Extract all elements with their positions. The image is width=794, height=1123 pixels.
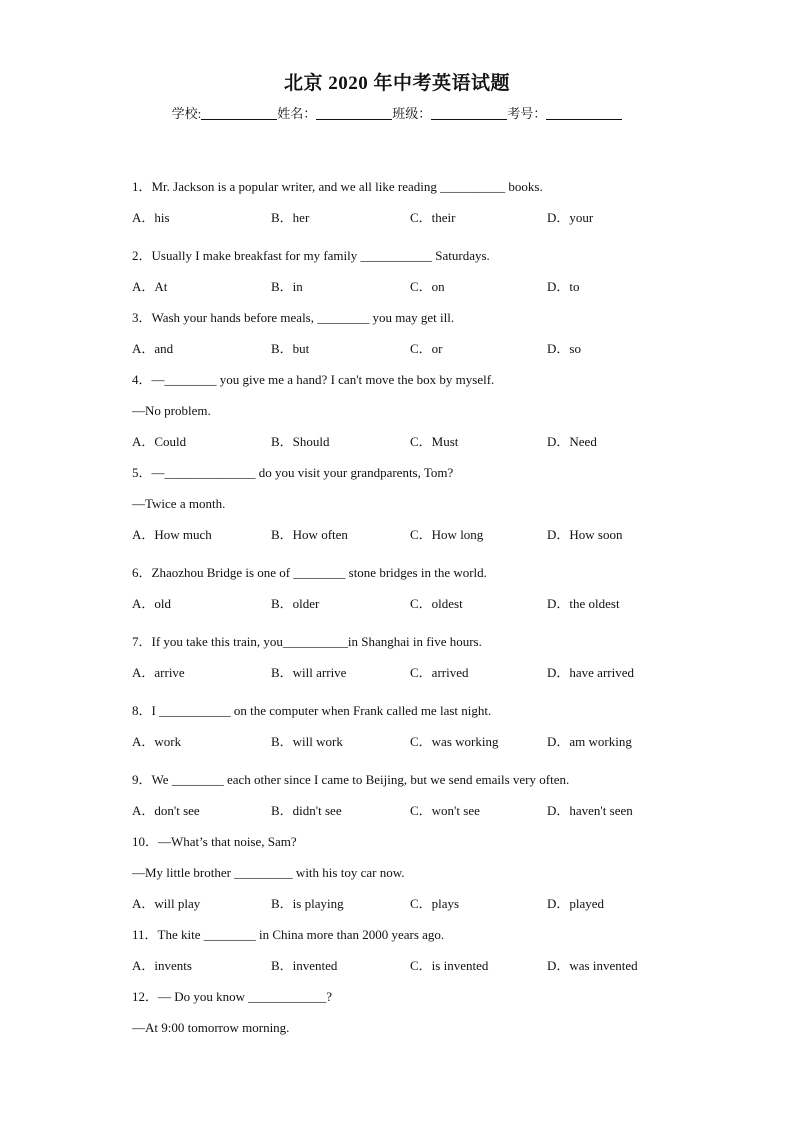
question-4-response: —No problem.: [132, 403, 211, 418]
question-8-option-b: B．will work: [271, 734, 343, 749]
question-7-option-c: C．arrived: [410, 665, 469, 680]
question-4-option-b: B．Should: [271, 434, 330, 449]
question-6-option-a: A．old: [132, 596, 172, 611]
question-2-option-b: B．in: [271, 279, 303, 294]
question-7-option-a: A．arrive: [132, 665, 185, 680]
question-3-option-c: C．or: [410, 341, 443, 356]
question-3-text: 3．Wash your hands before meals, ________ you may get ill.: [132, 310, 455, 325]
name-label: 姓名：: [277, 106, 317, 121]
question-9-option-a: A．don't see: [132, 803, 200, 818]
question-6-option-c: C．oldest: [410, 596, 463, 611]
question-6-text: 6．Zhaozhou Bridge is one of ________ stone bridges in the world.: [132, 565, 487, 580]
question-11-text: 11．The kite ________ in China more than 2000 years ago.: [132, 927, 445, 942]
question-3-option-d: D．so: [547, 341, 581, 356]
question-6-option-d: D．the oldest: [547, 596, 620, 611]
question-7-option-b: B．will arrive: [271, 665, 347, 680]
school-blank: [201, 107, 277, 120]
question-8-option-d: D．am working: [547, 734, 632, 749]
question-4-option-a: A．Could: [132, 434, 187, 449]
question-1-option-c: C．their: [410, 210, 456, 225]
question-1-text: 1．Mr. Jackson is a popular writer, and we all like reading __________ books.: [132, 179, 543, 194]
question-11-options: [132, 957, 692, 988]
question-5-option-d: D．How soon: [547, 527, 623, 542]
question-5-option-c: C．How long: [410, 527, 484, 542]
question-4-text: 4．—________ you give me a hand? I can't move the box by myself.: [132, 372, 495, 387]
question-3-option-a: A．and: [132, 341, 174, 356]
question-1-options: [132, 209, 692, 247]
question-10-option-c: C．plays: [410, 896, 460, 911]
class-label: 班级：: [392, 106, 432, 121]
question-11-option-b: B．invented: [271, 958, 338, 973]
number-blank: [546, 107, 622, 120]
question-1-option-b: B．her: [271, 210, 310, 225]
question-7-text: 7．If you take this train, you__________in Shanghai in five hours.: [132, 634, 482, 649]
question-4-option-c: C．Must: [410, 434, 459, 449]
question-7-option-d: D．have arrived: [547, 665, 634, 680]
question-4-option-d: D．Need: [547, 434, 597, 449]
question-9-option-b: B．didn't see: [271, 803, 342, 818]
question-6-options: [132, 595, 692, 633]
question-10-option-a: A．will play: [132, 896, 201, 911]
question-3-options: [132, 340, 692, 371]
question-6-option-b: B．older: [271, 596, 320, 611]
question-10-option-b: B．is playing: [271, 896, 344, 911]
question-5-option-a: A．How much: [132, 527, 212, 542]
question-10-text: 10．—What’s that noise, Sam?: [132, 834, 297, 849]
question-10-response: —My little brother _________ with his toy car now.: [132, 865, 405, 880]
question-8-option-a: A．work: [132, 734, 182, 749]
question-3-option-b: B．but: [271, 341, 310, 356]
question-8-option-c: C．was working: [410, 734, 499, 749]
question-10-options: [132, 895, 692, 926]
question-11-option-a: A．invents: [132, 958, 192, 973]
question-9-options: [132, 802, 692, 833]
question-5-text: 5．—______________ do you visit your grandparents, Tom?: [132, 465, 454, 480]
class-blank: [431, 107, 507, 120]
question-1-option-a: A．his: [132, 210, 170, 225]
question-2-option-d: D．to: [547, 279, 580, 294]
question-10-option-d: D．played: [547, 896, 605, 911]
question-2-text: 2．Usually I make breakfast for my family ___________ Saturdays.: [132, 248, 490, 263]
question-11-option-c: C．is invented: [410, 958, 489, 973]
question-8-options: [132, 733, 692, 771]
question-5-response: —Twice a month.: [132, 496, 226, 511]
question-12-response: —At 9:00 tomorrow morning.: [132, 1020, 290, 1035]
question-list: [132, 178, 692, 1050]
question-2-option-c: C．on: [410, 279, 445, 294]
question-2-options: [132, 278, 692, 309]
school-label: 学校:: [171, 106, 202, 121]
question-1-option-d: D．your: [547, 210, 594, 225]
question-5-options: [132, 526, 692, 564]
question-2-option-a: A．At: [132, 279, 168, 294]
name-blank: [316, 107, 392, 120]
question-8-text: 8．I ___________ on the computer when Frank called me last night.: [132, 703, 492, 718]
question-5-option-b: B．How often: [271, 527, 348, 542]
question-11-option-d: D．was invented: [547, 958, 638, 973]
student-info-line: [0, 103, 794, 122]
question-12-text: 12．— Do you know ____________?: [132, 989, 333, 1004]
question-7-options: [132, 664, 692, 702]
question-9-option-c: C．won't see: [410, 803, 480, 818]
question-9-text: 9．We ________ each other since I came to Beijing, but we send emails very often.: [132, 772, 570, 787]
page-title: 北京 2020 年中考英语试题: [283, 73, 510, 94]
question-9-option-d: D．haven't seen: [547, 803, 633, 818]
number-label: 考号：: [507, 106, 547, 121]
question-4-options: [132, 433, 692, 464]
